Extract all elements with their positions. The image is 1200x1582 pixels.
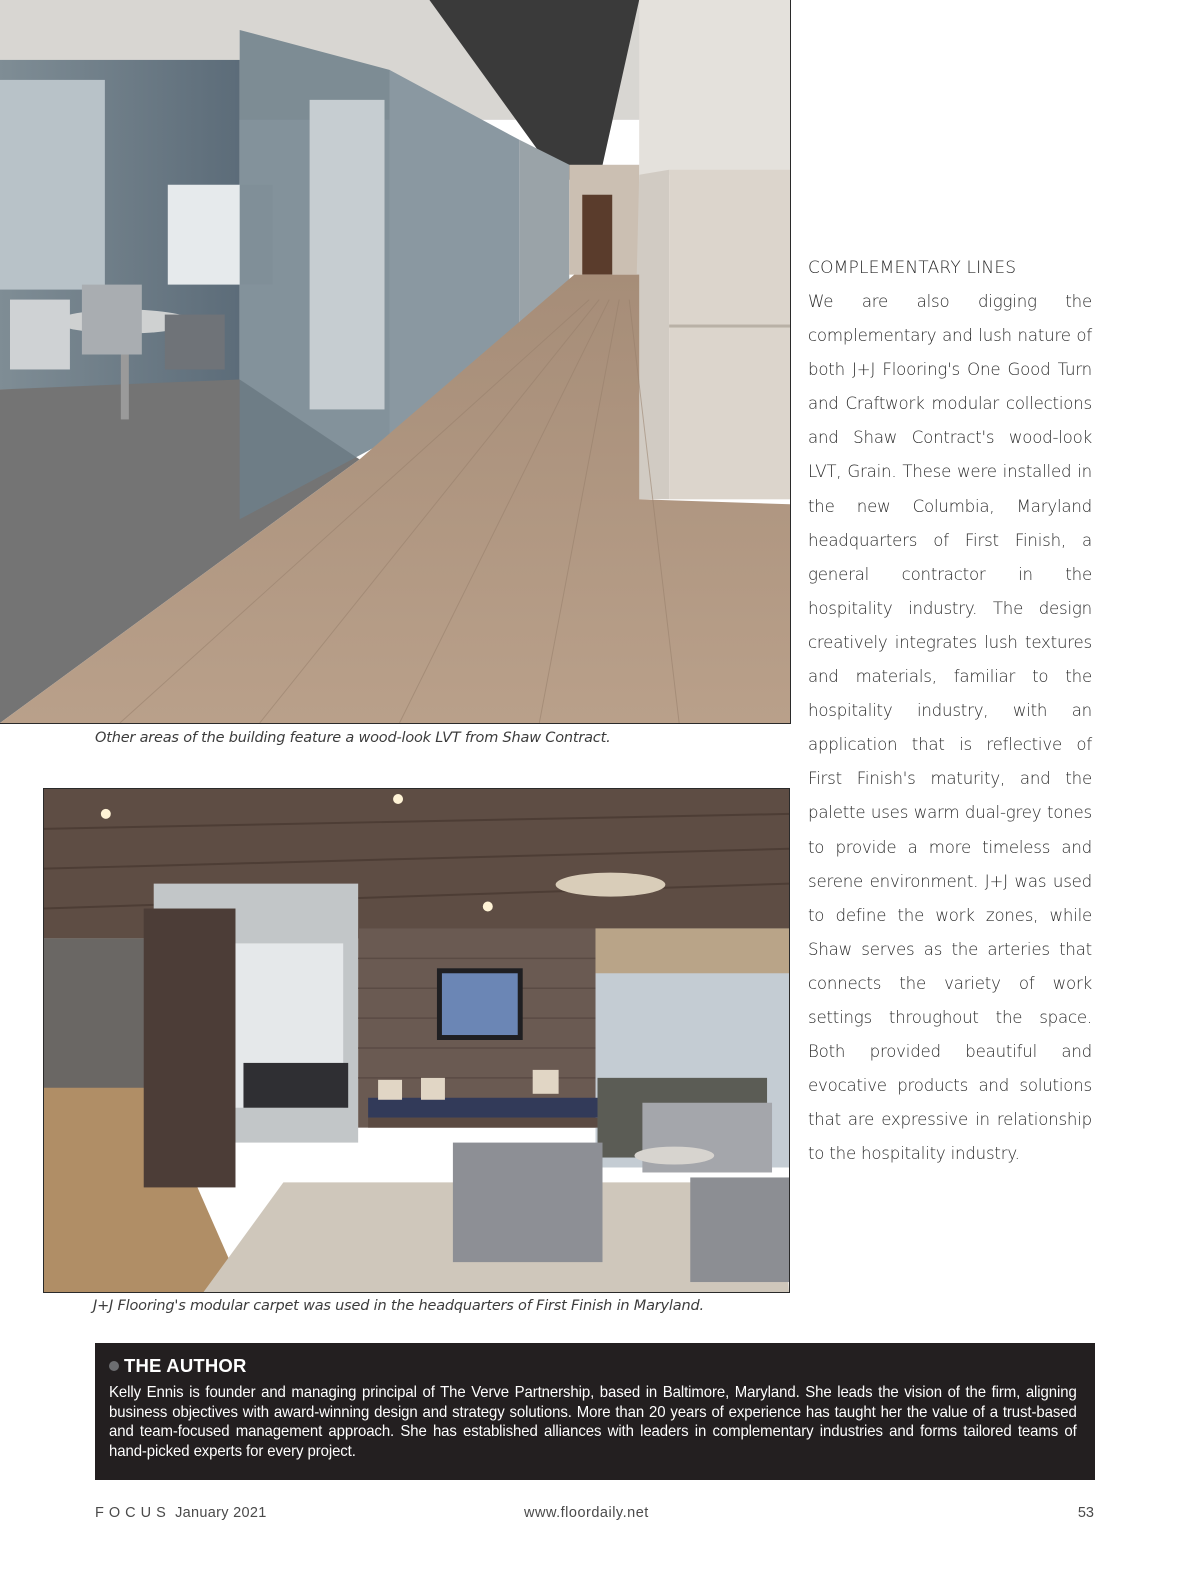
section-heading: COMPLEMENTARY LINES — [808, 258, 1017, 278]
article-body: We are also digging the complementary and lush nature of both J+J Flooring's One Good Turn and Craftwork modular collections and Shaw Contract's wood-look LVT, Grain. These were installed in the new Columbia, Maryland headquarters of First Finish, a general contractor in the hospitality industry. The design creatively integrates lush textures and materials, familiar to the hospitality industry, with an application that is reflective of First Finish's maturity, and the palette uses warm dual-grey tones to provide a more timeless and serene environment. J+J was used to define the work zones, while Shaw serves as the arteries that connects the variety of work settings throughout the space. Both provided beautiful and evocative products and solutions that are expressive in relationship to the hospitality industry. — [808, 292, 1092, 1164]
author-box — [95, 1343, 1095, 1480]
footer-magazine — [95, 1505, 267, 1521]
bullet-icon — [109, 1361, 119, 1371]
page-number: 53 — [1077, 1505, 1094, 1521]
footer-url[interactable]: www.floordaily.net — [524, 1505, 649, 1521]
lobby-photo — [43, 788, 790, 1293]
author-bio: Kelly Ennis is founder and managing principal of The Verve Partnership, based in Baltimore, Maryland. She leads the vision of the firm, aligning business objectives with award-winning design and strategy solutions. More than 20 years of experience has taught her the value of a trust-based and team-focused management approach. She has established alliances with leaders in complementary industries and forms tailored teams of hand-picked experts for every project. — [109, 1384, 1077, 1460]
corridor-photo — [0, 0, 791, 724]
photo-caption: Other areas of the building feature a wood-look LVT from Shaw Contract. — [95, 730, 611, 746]
author-heading — [109, 1355, 1081, 1377]
author-heading-label: THE AUTHOR — [124, 1355, 247, 1376]
photo-caption: J+J Flooring's modular carpet was used in the headquarters of First Finish in Maryland. — [93, 1298, 704, 1314]
magazine-name: FOCUS — [95, 1505, 171, 1521]
issue-date: January 2021 — [175, 1505, 267, 1521]
article-column — [808, 251, 1092, 1171]
